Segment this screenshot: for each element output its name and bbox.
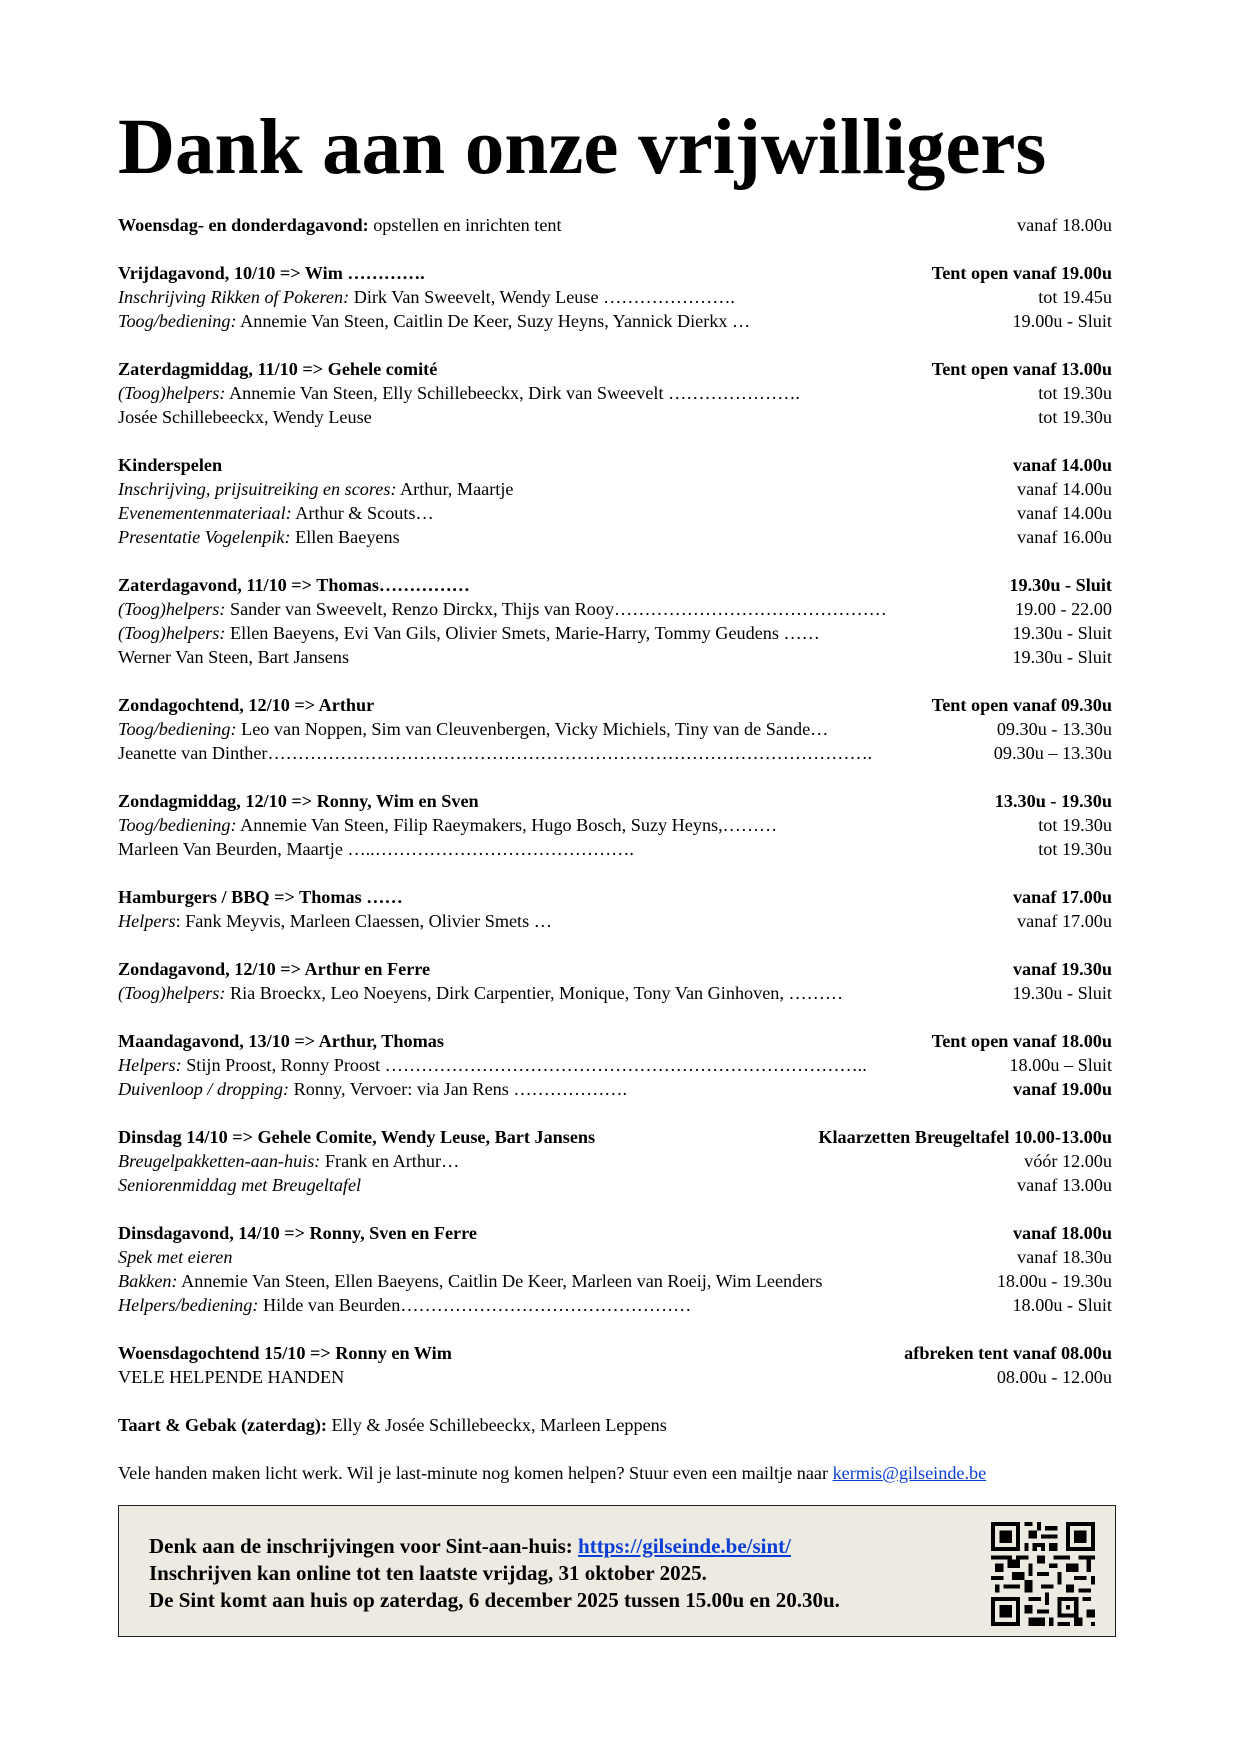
row-time: vanaf 17.00u xyxy=(1012,887,1112,907)
schedule-row xyxy=(118,1365,1112,1389)
row-lead xyxy=(118,597,887,621)
section-heading-label: Zondagmiddag, 12/10 => Ronny, Wim en Sven xyxy=(118,791,479,811)
help-text: Vele handen maken licht werk. Wil je last-minute nog komen helpen? Stuur even een mailtje naar xyxy=(118,1463,833,1483)
row-lead xyxy=(118,1269,822,1293)
row-lead xyxy=(118,1365,344,1389)
section-heading xyxy=(118,789,1112,813)
row-time: 19.30u - Sluit xyxy=(1012,983,1112,1003)
schedule-row xyxy=(118,525,1112,549)
schedule-row xyxy=(118,477,1112,501)
row-names: Leo van Noppen, Sim van Cleuvenbergen, Vicky Michiels, Tiny van de Sande… xyxy=(236,719,829,739)
section-spacer xyxy=(118,861,1112,885)
row-role: Helpers xyxy=(118,911,176,931)
row-names: Werner Van Steen, Bart Jansens xyxy=(118,647,350,667)
row-time: tot 19.30u xyxy=(1038,839,1112,859)
row-time: vanaf 14.00u xyxy=(1012,455,1112,475)
schedule-row xyxy=(118,1053,1112,1077)
section-spacer xyxy=(118,333,1112,357)
schedule-row xyxy=(118,837,1112,861)
row-time: vanaf 18.00u xyxy=(1017,215,1112,235)
schedule-row xyxy=(118,405,1112,429)
row-role: Inschrijving, prijsuitreiking en scores: xyxy=(118,479,397,499)
row-label: Woensdag- en donderdagavond: xyxy=(118,215,369,235)
row-lead xyxy=(118,1173,361,1197)
schedule-row xyxy=(118,909,1112,933)
email-link[interactable]: kermis@gilseinde.be xyxy=(832,1463,987,1483)
row-lead xyxy=(118,813,777,837)
row-names: Ellen Baeyens, Evi Van Gils, Olivier Smets, Marie-Harry, Tommy Geudens …… xyxy=(225,623,820,643)
row-lead xyxy=(118,645,349,669)
cake-line xyxy=(118,1413,1112,1437)
row-names: Arthur & Scouts… xyxy=(291,503,434,523)
row-role: Duivenloop / dropping: xyxy=(118,1079,290,1099)
section-heading-label: Vrijdagavond, 10/10 => Wim …………. xyxy=(118,263,425,283)
section-spacer xyxy=(118,1317,1112,1341)
section-heading-label: Woensdagochtend 15/10 => Ronny en Wim xyxy=(118,1343,452,1363)
section-heading xyxy=(118,1221,1112,1245)
row-names: Josée Schillebeeckx, Wendy Leuse xyxy=(118,407,372,427)
row-time: tot 19.30u xyxy=(1038,407,1112,427)
schedule-row xyxy=(118,1173,1112,1197)
row-lead xyxy=(118,525,400,549)
section-spacer xyxy=(118,1389,1112,1413)
row-lead xyxy=(118,213,562,237)
section-heading-label: Dinsdagavond, 14/10 => Ronny, Sven en Ferre xyxy=(118,1223,477,1243)
schedule-section xyxy=(118,213,1112,237)
section-heading xyxy=(118,1125,1112,1149)
schedule-section xyxy=(118,957,1112,1005)
section-spacer xyxy=(118,1005,1112,1029)
row-lead xyxy=(118,1149,459,1173)
row-time: tot 19.30u xyxy=(1038,815,1112,835)
section-heading-label: Zaterdagavond, 11/10 => Thomas…………… xyxy=(118,575,470,595)
section-heading-label: Zaterdagmiddag, 11/10 => Gehele comité xyxy=(118,359,438,379)
row-role: Toog/bediening: xyxy=(118,311,237,331)
row-names: Hilde van Beurden………………………………………… xyxy=(258,1295,692,1315)
section-heading-label: Hamburgers / BBQ => Thomas …… xyxy=(118,887,403,907)
row-names: Annemie Van Steen, Elly Schillebeeckx, Dirk van Sweevelt …………………. xyxy=(225,383,800,403)
schedule-row xyxy=(118,1269,1112,1293)
row-lead xyxy=(118,477,513,501)
row-names: Annemie Van Steen, Caitlin De Keer, Suzy Heyns, Yannick Dierkx … xyxy=(236,311,751,331)
row-time: 18.00u – Sluit xyxy=(1009,1055,1112,1075)
section-heading xyxy=(118,261,1112,285)
section-heading xyxy=(118,573,1112,597)
row-names: Arthur, Maartje xyxy=(396,479,514,499)
row-time: 08.00u - 12.00u xyxy=(996,1367,1112,1387)
row-time: vanaf 18.30u xyxy=(1017,1247,1112,1267)
row-role: Presentatie Vogelenpik: xyxy=(118,527,291,547)
section-spacer xyxy=(118,429,1112,453)
row-role: Bakken: xyxy=(118,1271,178,1291)
schedule-section xyxy=(118,1125,1112,1197)
row-time: vanaf 19.30u xyxy=(1012,959,1112,979)
section-spacer xyxy=(118,1101,1112,1125)
row-role: Inschrijving Rikken of Pokeren: xyxy=(118,287,350,307)
row-time: 19.30u - Sluit xyxy=(1012,647,1112,667)
sint-notice-box xyxy=(118,1505,1116,1637)
row-names: Sander van Sweevelt, Renzo Dirckx, Thijs van Rooy……………………………………… xyxy=(225,599,887,619)
row-names: Ronny, Vervoer: via Jan Rens ………………. xyxy=(289,1079,628,1099)
section-spacer xyxy=(118,1197,1112,1221)
section-spacer xyxy=(118,669,1112,693)
schedule-row xyxy=(118,213,1112,237)
row-names: Jeanette van Dinther………………………………………………………………………………………. xyxy=(118,743,873,763)
row-names: : Fank Meyvis, Marleen Claessen, Olivier Smets … xyxy=(175,911,552,931)
row-names: Marleen Van Beurden, Maartje …..……………………………………. xyxy=(118,839,634,859)
schedule-row xyxy=(118,285,1112,309)
qr-code-icon[interactable] xyxy=(991,1522,1095,1626)
schedule-section xyxy=(118,453,1112,549)
row-time: 19.00 - 22.00 xyxy=(1015,599,1112,619)
row-time: afbreken tent vanaf 08.00u xyxy=(904,1343,1112,1363)
section-heading xyxy=(118,957,1112,981)
schedule-section xyxy=(118,789,1112,861)
row-lead xyxy=(118,285,735,309)
row-time: 19.00u - Sluit xyxy=(1012,311,1112,331)
row-time: Tent open vanaf 09.30u xyxy=(931,695,1112,715)
row-names: Ria Broeckx, Leo Noeyens, Dirk Carpentier, Monique, Tony Van Ginhoven, ……… xyxy=(225,983,844,1003)
row-time: vanaf 14.00u xyxy=(1017,503,1112,523)
row-role: Helpers: xyxy=(118,1055,182,1075)
row-time: 19.30u - Sluit xyxy=(1009,575,1112,595)
schedule-row xyxy=(118,1293,1112,1317)
row-lead xyxy=(118,381,800,405)
row-lead xyxy=(118,1245,232,1269)
row-names: Stijn Proost, Ronny Proost …………………………………………………………………….. xyxy=(181,1055,867,1075)
section-spacer xyxy=(118,549,1112,573)
row-lead xyxy=(118,909,552,933)
section-heading xyxy=(118,1029,1112,1053)
schedule-row xyxy=(118,741,1112,765)
row-names: Annemie Van Steen, Ellen Baeyens, Caitlin De Keer, Marleen van Roeij, Wim Leenders xyxy=(177,1271,823,1291)
section-heading-label: Maandagavond, 13/10 => Arthur, Thomas xyxy=(118,1031,444,1051)
row-time: 13.30u - 19.30u xyxy=(994,791,1112,811)
row-lead xyxy=(118,741,872,765)
row-time: Tent open vanaf 19.00u xyxy=(931,263,1112,283)
schedule-section xyxy=(118,261,1112,333)
schedule-section xyxy=(118,885,1112,933)
notice-line-1 xyxy=(149,1533,840,1560)
row-role: Helpers/bediening: xyxy=(118,1295,259,1315)
row-time: vanaf 13.00u xyxy=(1017,1175,1112,1195)
row-names: Annemie Van Steen, Filip Raeymakers, Hugo Bosch, Suzy Heyns,……… xyxy=(236,815,778,835)
schedule-row xyxy=(118,981,1112,1005)
row-role: (Toog)helpers: xyxy=(118,383,226,403)
schedule-row xyxy=(118,1149,1112,1173)
section-heading xyxy=(118,693,1112,717)
row-lead xyxy=(118,1293,691,1317)
row-role: Spek met eieren xyxy=(118,1247,233,1267)
row-lead xyxy=(118,837,634,861)
schedule-section xyxy=(118,1221,1112,1317)
schedule-row xyxy=(118,1077,1112,1101)
row-time: 18.00u - Sluit xyxy=(1012,1295,1112,1315)
row-role: Toog/bediening: xyxy=(118,815,237,835)
row-time: vanaf 14.00u xyxy=(1017,479,1112,499)
schedule-row xyxy=(118,621,1112,645)
section-heading xyxy=(118,885,1112,909)
row-names: Dirk Van Sweevelt, Wendy Leuse …………………. xyxy=(349,287,735,307)
row-time: Klaarzetten Breugeltafel 10.00-13.00u xyxy=(818,1127,1112,1147)
schedule xyxy=(118,213,1112,1485)
row-time: 19.30u - Sluit xyxy=(1012,623,1112,643)
schedule-section xyxy=(118,1341,1112,1389)
row-names: VELE HELPENDE HANDEN xyxy=(118,1367,345,1387)
row-time: tot 19.30u xyxy=(1038,383,1112,403)
row-lead xyxy=(118,405,372,429)
cake-names: Elly & Josée Schillebeeckx, Marleen Leppens xyxy=(326,1415,667,1435)
row-time: vanaf 19.00u xyxy=(1012,1079,1112,1099)
row-role: Evenementenmateriaal: xyxy=(118,503,292,523)
help-line xyxy=(118,1461,1112,1485)
row-time: Tent open vanaf 13.00u xyxy=(931,359,1112,379)
section-heading-label: Zondagochtend, 12/10 => Arthur xyxy=(118,695,375,715)
row-time: vanaf 16.00u xyxy=(1017,527,1112,547)
notice-line-3: De Sint komt aan huis op zaterdag, 6 december 2025 tussen 15.00u en 20.30u. xyxy=(149,1588,840,1612)
section-heading xyxy=(118,357,1112,381)
schedule-row xyxy=(118,1245,1112,1269)
schedule-row xyxy=(118,645,1112,669)
row-lead xyxy=(118,1053,867,1077)
schedule-row xyxy=(118,813,1112,837)
row-time: vóór 12.00u xyxy=(1024,1151,1112,1171)
row-time: 09.30u - 13.30u xyxy=(996,719,1112,739)
row-names: Ellen Baeyens xyxy=(290,527,400,547)
row-lead xyxy=(118,981,843,1005)
schedule-row xyxy=(118,597,1112,621)
schedule-section xyxy=(118,573,1112,669)
row-lead xyxy=(118,1077,627,1101)
schedule-row xyxy=(118,381,1112,405)
schedule-section xyxy=(118,693,1112,765)
section-heading-label: Dinsdag 14/10 => Gehele Comite, Wendy Leuse, Bart Jansens xyxy=(118,1127,596,1147)
page-title: Dank aan onze vrijwilligers xyxy=(118,104,1047,191)
notice-line-1-text: Denk aan de inschrijvingen voor Sint-aan-huis: xyxy=(149,1534,579,1558)
row-names: Frank en Arthur… xyxy=(320,1151,460,1171)
sint-notice-text xyxy=(149,1533,840,1614)
row-description: opstellen en inrichten tent xyxy=(368,215,562,235)
section-heading xyxy=(118,453,1112,477)
row-time: 09.30u – 13.30u xyxy=(993,743,1112,763)
section-heading xyxy=(118,1341,1112,1365)
row-lead xyxy=(118,717,828,741)
section-heading-label: Kinderspelen xyxy=(118,455,223,475)
section-spacer xyxy=(118,237,1112,261)
section-spacer xyxy=(118,1437,1112,1461)
row-role: Breugelpakketten-aan-huis: xyxy=(118,1151,321,1171)
row-lead xyxy=(118,501,434,525)
row-role: (Toog)helpers: xyxy=(118,983,226,1003)
schedule-section xyxy=(118,1029,1112,1101)
section-heading-label: Zondagavond, 12/10 => Arthur en Ferre xyxy=(118,959,431,979)
schedule-row xyxy=(118,717,1112,741)
row-role: (Toog)helpers: xyxy=(118,623,226,643)
sint-link[interactable]: https://gilseinde.be/sint/ xyxy=(578,1534,791,1558)
row-lead xyxy=(118,621,820,645)
schedule-row xyxy=(118,501,1112,525)
notice-line-2: Inschrijven kan online tot ten laatste vrijdag, 31 oktober 2025. xyxy=(149,1561,707,1585)
row-lead xyxy=(118,309,750,333)
row-role: Toog/bediening: xyxy=(118,719,237,739)
section-spacer xyxy=(118,933,1112,957)
row-time: Tent open vanaf 18.00u xyxy=(931,1031,1112,1051)
schedule-row xyxy=(118,309,1112,333)
row-time: tot 19.45u xyxy=(1038,287,1112,307)
row-role: (Toog)helpers: xyxy=(118,599,226,619)
row-time: vanaf 17.00u xyxy=(1017,911,1112,931)
row-time: vanaf 18.00u xyxy=(1012,1223,1112,1243)
row-role: Seniorenmiddag met Breugeltafel xyxy=(118,1175,362,1195)
section-spacer xyxy=(118,765,1112,789)
cake-label: Taart & Gebak (zaterdag): xyxy=(118,1415,327,1435)
schedule-section xyxy=(118,357,1112,429)
row-time: 18.00u - 19.30u xyxy=(996,1271,1112,1291)
